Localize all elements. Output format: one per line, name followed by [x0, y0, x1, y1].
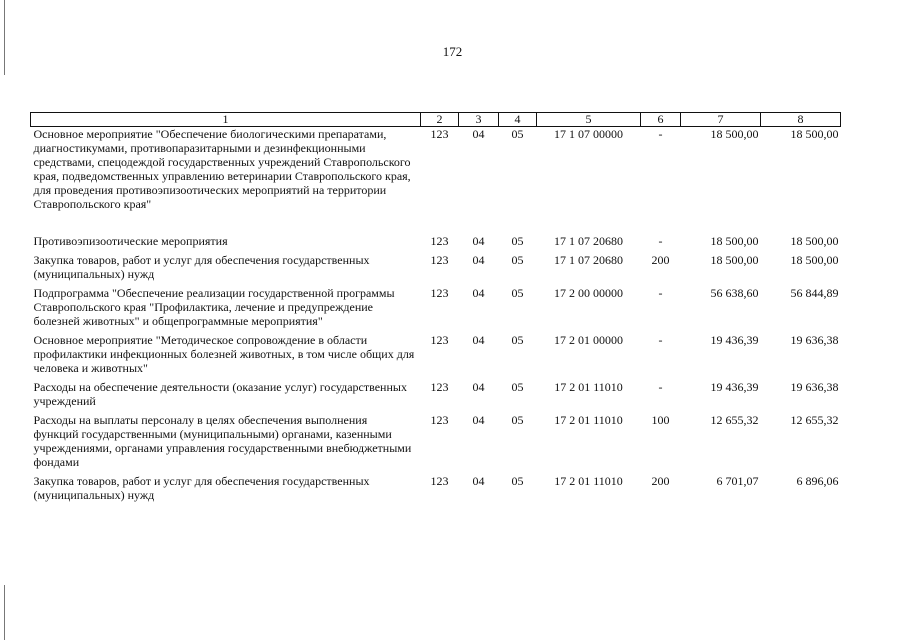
row-col-6: - — [658, 333, 663, 347]
table-row — [31, 234, 841, 253]
row-col-2: 123 — [430, 253, 449, 267]
budget-table — [30, 112, 841, 507]
row-col-8: 56 844,89 — [790, 286, 839, 300]
row-name: Основное мероприятие "Обеспечение биологическими препаратами, диагностикумами, противопаразитарными и дезинфекционными средствами, спецодеждой государственных учреждений Ставропольского края, подведомственных управлению ветеринарии Ставропольского края, для проведения противоэпизоотических мероприятий на территории Ставропольского края" — [33, 127, 411, 211]
table-row — [31, 286, 841, 333]
row-col-4: 05 — [511, 127, 524, 141]
row-col-5: 17 1 07 20680 — [554, 253, 623, 267]
table-header-row — [31, 113, 841, 127]
row-col-4: 05 — [511, 380, 524, 394]
row-col-6: - — [658, 234, 663, 248]
row-col-6: - — [658, 286, 663, 300]
header-col-8: 8 — [761, 113, 841, 127]
table-row — [31, 380, 841, 413]
header-col-4: 4 — [499, 113, 537, 127]
header-col-6: 6 — [641, 113, 681, 127]
row-col-4: 05 — [511, 474, 524, 488]
row-col-2: 123 — [430, 333, 449, 347]
table-row — [31, 474, 841, 507]
row-col-6: 100 — [651, 413, 670, 427]
row-col-4: 05 — [511, 286, 524, 300]
row-col-7: 12 655,32 — [710, 413, 759, 427]
row-col-2: 123 — [430, 234, 449, 248]
row-col-8: 18 500,00 — [790, 127, 839, 141]
row-name: Расходы на выплаты персоналу в целях обеспечения выполнения функций государственными (муниципальными) органами, казенными учреждениями, органами управления государственными внебюджетными фондами — [33, 413, 412, 469]
row-col-4: 05 — [511, 253, 524, 267]
header-col-1: 1 — [31, 113, 421, 127]
row-col-7: 19 436,39 — [710, 333, 759, 347]
row-col-3: 04 — [472, 234, 485, 248]
row-col-8: 12 655,32 — [790, 413, 839, 427]
row-name: Противоэпизоотические мероприятия — [33, 234, 228, 248]
row-name: Подпрограмма "Обеспечение реализации государственной программы Ставропольского края "Профилактика, лечение и предупреждение болезней животных" и общепрограммные мероприятия" — [33, 286, 395, 328]
row-col-3: 04 — [472, 333, 485, 347]
row-col-5: 17 2 01 11010 — [554, 380, 623, 394]
row-col-6: - — [658, 127, 663, 141]
row-col-6: - — [658, 380, 663, 394]
row-col-5: 17 2 00 00000 — [554, 286, 623, 300]
header-col-5: 5 — [537, 113, 641, 127]
header-col-7: 7 — [681, 113, 761, 127]
row-col-3: 04 — [472, 253, 485, 267]
row-col-2: 123 — [430, 474, 449, 488]
row-col-5: 17 2 01 11010 — [554, 474, 623, 488]
row-col-6: 200 — [651, 253, 670, 267]
header-col-2: 2 — [421, 113, 459, 127]
row-col-4: 05 — [511, 234, 524, 248]
row-col-3: 04 — [472, 380, 485, 394]
left-margin-rule — [4, 0, 5, 75]
row-col-7: 18 500,00 — [710, 253, 759, 267]
row-name: Основное мероприятие "Методическое сопровождение в области профилактики инфекционных болезней животных, в том числе общих для человека и животных" — [33, 333, 415, 375]
page-number: 172 — [442, 44, 463, 59]
row-col-4: 05 — [511, 413, 524, 427]
row-col-7: 6 701,07 — [716, 474, 759, 488]
table-row — [31, 333, 841, 380]
row-col-7: 56 638,60 — [710, 286, 759, 300]
row-col-2: 123 — [430, 380, 449, 394]
row-col-7: 18 500,00 — [710, 234, 759, 248]
left-margin-rule-lower — [4, 585, 5, 640]
row-col-7: 19 436,39 — [710, 380, 759, 394]
row-col-5: 17 2 01 11010 — [554, 413, 623, 427]
row-col-8: 6 896,06 — [796, 474, 839, 488]
table-row — [31, 253, 841, 286]
row-col-3: 04 — [472, 127, 485, 141]
row-col-3: 04 — [472, 474, 485, 488]
row-col-6: 200 — [651, 474, 670, 488]
row-col-8: 19 636,38 — [790, 333, 839, 347]
table-row — [31, 413, 841, 474]
row-name: Расходы на обеспечение деятельности (оказание услуг) государственных учреждений — [33, 380, 407, 408]
row-col-2: 123 — [430, 413, 449, 427]
row-col-8: 18 500,00 — [790, 253, 839, 267]
row-col-3: 04 — [472, 413, 485, 427]
row-name: Закупка товаров, работ и услуг для обеспечения государственных (муниципальных) нужд — [33, 474, 370, 502]
table-row — [31, 127, 841, 235]
row-col-2: 123 — [430, 286, 449, 300]
row-col-7: 18 500,00 — [710, 127, 759, 141]
row-col-8: 18 500,00 — [790, 234, 839, 248]
row-name: Закупка товаров, работ и услуг для обеспечения государственных (муниципальных) нужд — [33, 253, 370, 281]
row-col-5: 17 2 01 00000 — [554, 333, 623, 347]
row-col-3: 04 — [472, 286, 485, 300]
row-col-5: 17 1 07 00000 — [554, 127, 623, 141]
row-col-2: 123 — [430, 127, 449, 141]
row-col-4: 05 — [511, 333, 524, 347]
row-col-5: 17 1 07 20680 — [554, 234, 623, 248]
row-col-8: 19 636,38 — [790, 380, 839, 394]
header-col-3: 3 — [459, 113, 499, 127]
